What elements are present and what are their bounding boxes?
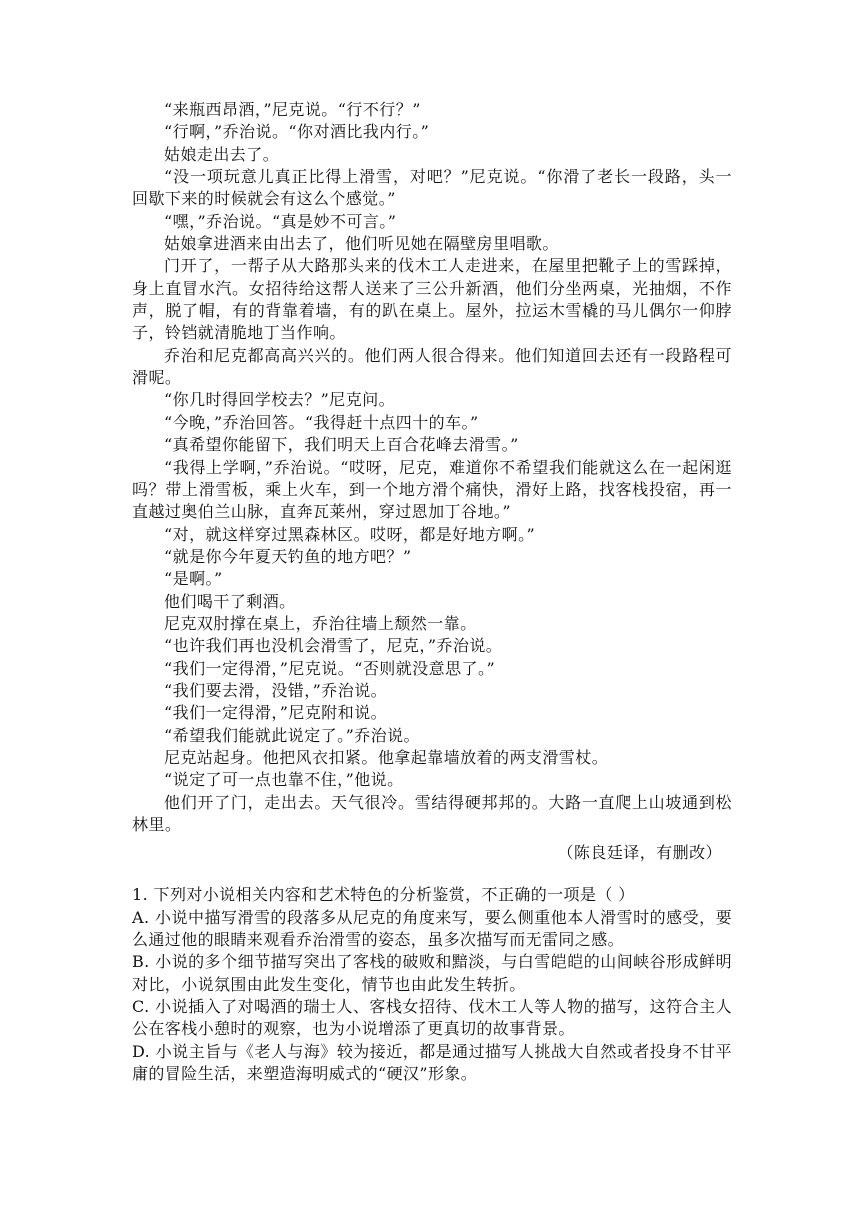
story-paragraph: “嘿，”乔治说。“真是妙不可言。” [164,211,397,231]
story-paragraph: 尼克站起身。他把风衣扣紧。他拿起靠墙放着的两支滑雪杖。 [164,747,609,767]
story-paragraph: “也许我们再也没机会滑雪了，尼克，”乔治说。 [164,636,503,656]
translator-attribution: （陈良廷译，有删改） [557,843,722,863]
story-paragraph: “就是你今年夏天钓鱼的地方吧？” [164,546,412,566]
story-text [132,99,732,836]
document-page [132,99,732,1085]
story-paragraph: “你几时得回学校去？”尼克问。 [164,390,396,410]
story-paragraph: “希望我们能就此说定了。”乔治说。 [164,725,421,745]
option-d: D. 小说主旨与《老人与海》较为接近，都是通过描写人挑战大自然或者投身不甘平庸的冒险生活，来塑造海明威式的“硬汉”形象。 [132,1041,732,1084]
story-paragraph: “我们一定得滑，”尼克附和说。 [164,703,388,723]
question-block [132,884,732,1085]
story-paragraph: 姑娘拿进酒来由出去了，他们听见她在隔壁房里唱歌。 [164,234,559,254]
story-paragraph: “我得上学啊，”乔治说。“哎呀，尼克，难道你不希望我们能就这么在一起闲逛吗？带上滑雪板，乘上火车，到一个地方滑个痛快，滑好上路，找客栈投宿，再一直越过奥伯兰山脉，直奔瓦莱州，穿过恩加丁谷地。” [132,457,732,522]
option-c: C. 小说插入了对喝酒的瑞士人、客栈女招待、伐木工人等人物的描写，这符合主人公在客栈小憩时的观察，也为小说增添了更真切的故事背景。 [132,997,732,1039]
story-paragraph: “说定了可一点也靠不住，”他说。 [164,770,404,790]
story-paragraph: “今晚，”乔治回答。“我得赶十点四十的车。” [164,412,479,432]
story-paragraph: 尼克双肘撑在桌上，乔治往墙上颓然一靠。 [164,613,477,633]
story-paragraph: 姑娘走出去了。 [164,144,280,164]
story-paragraph: “没一项玩意儿真正比得上滑雪，对吧？”尼克说。“你滑了老长一段路，头一回歇下来的时候就会有这么个感觉。” [132,167,732,209]
story-paragraph: “行啊，”乔治说。“你对酒比我内行。” [164,122,430,142]
story-paragraph: 他们开了门，走出去。天气很冷。雪结得硬邦邦的。大路一直爬上山坡通到松林里。 [132,792,732,834]
story-paragraph: 乔治和尼克都高高兴兴的。他们两人很合得来。他们知道回去还有一段路程可滑呢。 [132,345,732,388]
story-paragraph: “我们一定得滑，”尼克说。“否则就没意思了。” [164,658,496,678]
option-a: A. 小说中描写滑雪的段落多从尼克的角度来写，要么侧重他本人滑雪时的感受，要么通过他的眼睛来观看乔治滑雪的姿态，虽多次描写而无雷同之感。 [132,907,732,950]
story-paragraph: “是啊。” [164,569,223,589]
story-paragraph: “真希望你能留下，我们明天上百合花峰去滑雪。” [164,435,519,455]
story-paragraph: 他们喝干了剩酒。 [164,591,296,611]
story-paragraph: “我们要去滑，没错，”乔治说。 [164,680,388,700]
story-paragraph: “来瓶西昂酒，”尼克说。“行不行？” [164,100,421,119]
story-paragraph: “对，就这样穿过黑森林区。哎呀，都是好地方啊。” [164,524,536,544]
story-paragraph: 门开了，一帮子从大路那头来的伐木工人走进来，在屋里把靴子上的雪踩掉，身上直冒水汽。女招待给这帮人送来了三公升新酒，他们分坐两桌，光抽烟，不作声，脱了帽，有的背靠着墙，有的趴在桌上。屋外，拉运木雪橇的马儿偶尔一仰脖子，铃铛就清脆地丁当作响。 [132,256,732,343]
question-stem: 1. 下列对小说相关内容和艺术特色的分析鉴赏，不正确的一项是（ ） [132,885,635,905]
option-b: B. 小说的多个细节描写突出了客栈的破败和黯淡，与白雪皑皑的山间峡谷形成鲜明对比，小说氛围由此发生变化，情节也由此发生转折。 [132,952,732,994]
